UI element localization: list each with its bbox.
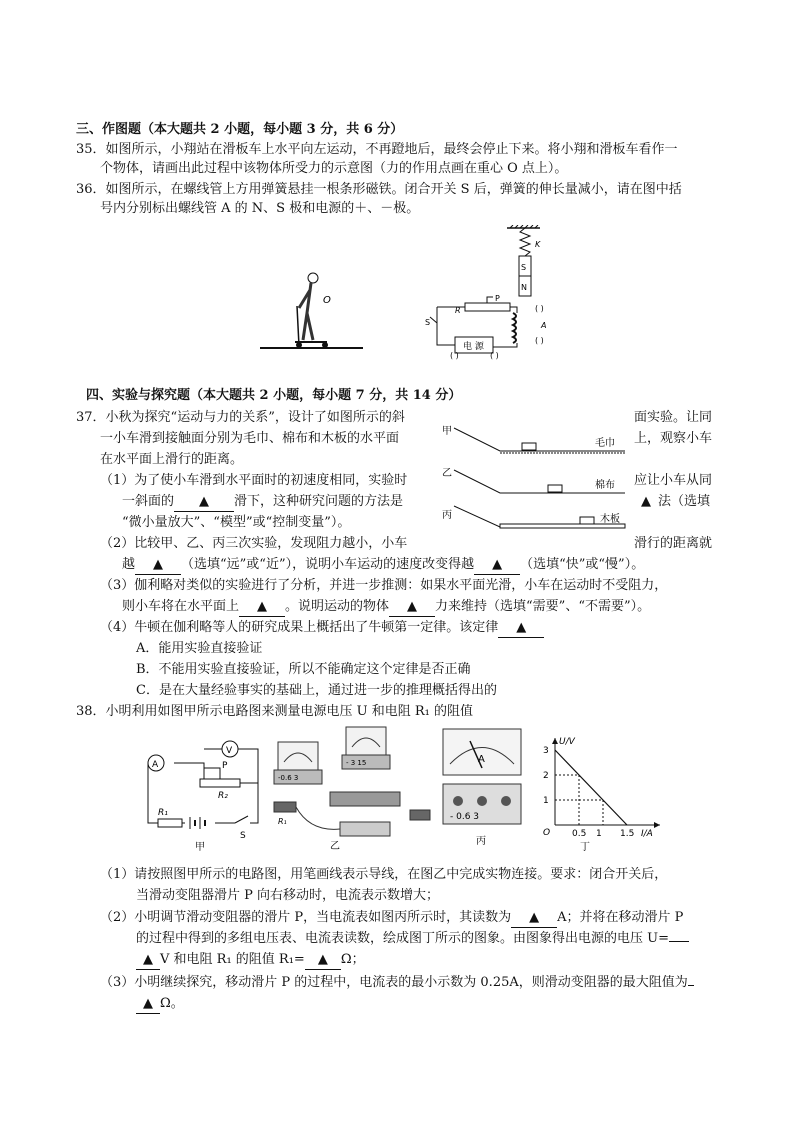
q37-3-line2: 则小车将在水平面上 ▲ 。说明运动的物体 ▲ 力来维持（选填“需要”、“不需要”）。 [122, 598, 650, 617]
q37-2-line2: 越 ▲ （选填“远”或“近”），说明小车运动的速度改变得越 ▲ （选填“快”或“慢”）。 [122, 556, 644, 575]
answer-blank[interactable]: ▲ [136, 995, 160, 1014]
solenoid-a-label: A [541, 321, 547, 330]
paren-3: ( ) [450, 351, 459, 360]
q36-line1: 36．如图所示，在螺线管上方用弹簧悬挂一根条形磁铁。闭合开关 S 后，弹簧的伸长量减小，请在图中括 [76, 182, 682, 197]
q37-line2a: 一小车滑到接触面分别为毛巾、棉布和木板的水平面 [100, 431, 400, 446]
answer-blank[interactable]: ▲ [511, 909, 557, 928]
option-a: A．能用实验直接验证 [136, 641, 263, 656]
x-tick-label: 0.5 [572, 829, 587, 839]
r2-label: R₂ [218, 791, 228, 801]
paren-1: ( ) [535, 304, 544, 313]
answer-blank[interactable]: ▲ [136, 951, 160, 970]
answer-blank[interactable]: ▲ [239, 598, 285, 617]
r1-label: R₁ [158, 808, 168, 818]
option-c: C．是在大量经验事实的基础上，通过进一步的推理概括得出的 [136, 683, 497, 698]
x-tick-label: 1 [596, 829, 602, 839]
q38-line: 38．小明利用如图甲所示电路图来测量电源电压 U 和电阻 R₁ 的阻值 [76, 704, 474, 719]
q37-3-line1: （3）伽利略对类似的实验进行了分析，并进一步推测：如果水平面光滑，小车在运动时不受阻力， [100, 578, 668, 593]
r1-label: R₁ [278, 817, 287, 826]
magnet-n-label: N [521, 283, 527, 292]
resistor-r-label: R [455, 306, 461, 315]
spring-label: K [535, 240, 541, 249]
q35-line2: 个物体，请画出此过程中该物体所受力的示意图（力的作用点画在重心 O 点上）。 [100, 161, 568, 176]
solenoid-figure [425, 225, 570, 365]
q38-1-line2: 当滑动变阻器滑片 P 向右移动时，电流表示数增大； [136, 888, 440, 903]
q37-line1b: 面实验。让同 [634, 410, 713, 425]
slope-experiment-figure [440, 418, 630, 533]
ui-line [555, 750, 627, 825]
origin-label: O [543, 828, 551, 838]
switch-s-label: S [425, 318, 431, 327]
q37-line2b: 上，观察小车 [634, 431, 713, 446]
slider-p-label: P [222, 761, 228, 771]
q38-3-line2: ▲ Ω。 [136, 995, 184, 1014]
y-tick-label: 1 [543, 796, 549, 806]
section4-title: 四、实验与探究题（本大题共 2 小题，每小题 7 分，共 14 分） [86, 388, 462, 403]
q38-2-line3: ▲ V 和电阻 R₁ 的阻值 R₁= ▲ Ω； [136, 951, 365, 970]
label-yi: 乙 [442, 468, 452, 479]
slider-p-label: P [495, 294, 500, 303]
q38-1-line1: （1）请按照图甲所示的电路图，用笔画线表示导线，在图乙中完成实物连接。要求：闭合开关后， [100, 867, 668, 882]
ammeter-a-label: A [478, 754, 485, 765]
voltmeter-label: V [226, 746, 233, 756]
q37-line1a: 37．小秋为探究“运动与力的关系”，设计了如图所示的斜 [76, 410, 405, 425]
label-jia: 甲 [195, 842, 205, 853]
q38-2-line1: （2）小明调节滑动变阻器的滑片 P，当电流表如图丙所示时，其读数为 ▲ A；并将在移动滑片 P [100, 909, 683, 928]
point-o-label: O [323, 295, 331, 306]
y-tick-label: 3 [543, 746, 549, 756]
answer-blank[interactable]: ▲ [305, 951, 341, 970]
q37-1-line2b: ▲ 法（选填 [634, 493, 710, 511]
y-axis-label: U/V [559, 737, 575, 747]
answer-blank[interactable]: ▲ [135, 556, 181, 575]
switch-s-label: S [240, 831, 246, 841]
y-tick-label: 2 [543, 771, 549, 781]
answer-blank[interactable]: ▲ [174, 493, 234, 512]
ammeter-label: A [152, 760, 159, 770]
q37-2-line1b: 滑行的距离就 [634, 536, 713, 551]
q36-line2: 号内分别标出螺线管 A 的 N、S 极和电源的＋、－极。 [100, 201, 420, 216]
magnet-s-label: S [521, 263, 527, 272]
q37-1-line3: “微小量放大”、“模型”或“控制变量”）。 [122, 515, 351, 530]
answer-blank[interactable]: ▲ [498, 619, 544, 638]
ammeter-terminals: - 0.6 3 [450, 812, 480, 822]
section3-title: 三、作图题（本大题共 2 小题，每小题 3 分，共 6 分） [76, 122, 404, 137]
label-towel: 毛巾 [595, 438, 615, 449]
label-yi: 乙 [330, 841, 340, 852]
q37-1-line1b: 应让小车从同 [634, 473, 713, 488]
answer-blank[interactable]: ▲ [641, 494, 651, 509]
answer-blank[interactable] [688, 985, 694, 986]
label-ding: 丁 [580, 842, 590, 853]
option-b: B．不能用实验直接验证，所以不能确定这个定律是否正确 [136, 662, 471, 677]
answer-blank[interactable]: ▲ [389, 598, 435, 617]
x-tick-label: 1.5 [620, 829, 635, 839]
ui-graph-ding [535, 730, 665, 854]
q37-1-line1a: （1）为了使小车滑到水平面时的初速度相同，实验时 [100, 473, 408, 488]
circuit-diagram-jia [140, 738, 265, 853]
label-bing: 丙 [476, 836, 486, 847]
q37-1-line2: 一斜面的 ▲ 滑下，这种研究问题的方法是 [122, 493, 403, 512]
q37-4-line: （4）牛顿在伽利略等人的研究成果上概括出了牛顿第一定律。该定律 ▲ [100, 619, 544, 638]
answer-blank[interactable] [669, 941, 689, 942]
label-wood: 木板 [600, 514, 620, 525]
answer-blank[interactable]: ▲ [474, 556, 520, 575]
q37-line3: 在水平面上滑行的距离。 [100, 452, 244, 467]
paren-2: ( ) [535, 336, 544, 345]
x-axis-label: I/A [641, 829, 653, 839]
scooter-figure [255, 268, 365, 353]
label-cotton: 棉布 [595, 480, 615, 491]
ammeter-bing [440, 726, 525, 850]
label-jia: 甲 [442, 426, 452, 437]
ammeter-scale: -0.6 3 [278, 774, 299, 782]
real-circuit-yi [270, 722, 435, 852]
voltmeter-scale: - 3 15 [346, 759, 367, 767]
label-bing: 丙 [442, 510, 452, 521]
q37-2-line1a: （2）比较甲、乙、丙三次实验，发现阻力越小，小车 [100, 536, 408, 551]
paren-4: ( ) [490, 351, 499, 360]
q38-3-line1: （3）小明继续探究，移动滑片 P 的过程中，电流表的最小示数为 0.25A，则滑动变阻器的最大阻值为 [100, 974, 694, 992]
q35-line1: 35．如图所示，小翔站在滑板车上水平向左运动，不再蹬地后，最终会停止下来。将小翔和滑板车看作一 [76, 142, 678, 157]
power-label: 电 源 [463, 342, 484, 352]
q38-2-line2: 的过程中得到的多组电压表、电流表读数，绘成图丁所示的图象。由图象得出电源的电压 U= [136, 930, 689, 948]
